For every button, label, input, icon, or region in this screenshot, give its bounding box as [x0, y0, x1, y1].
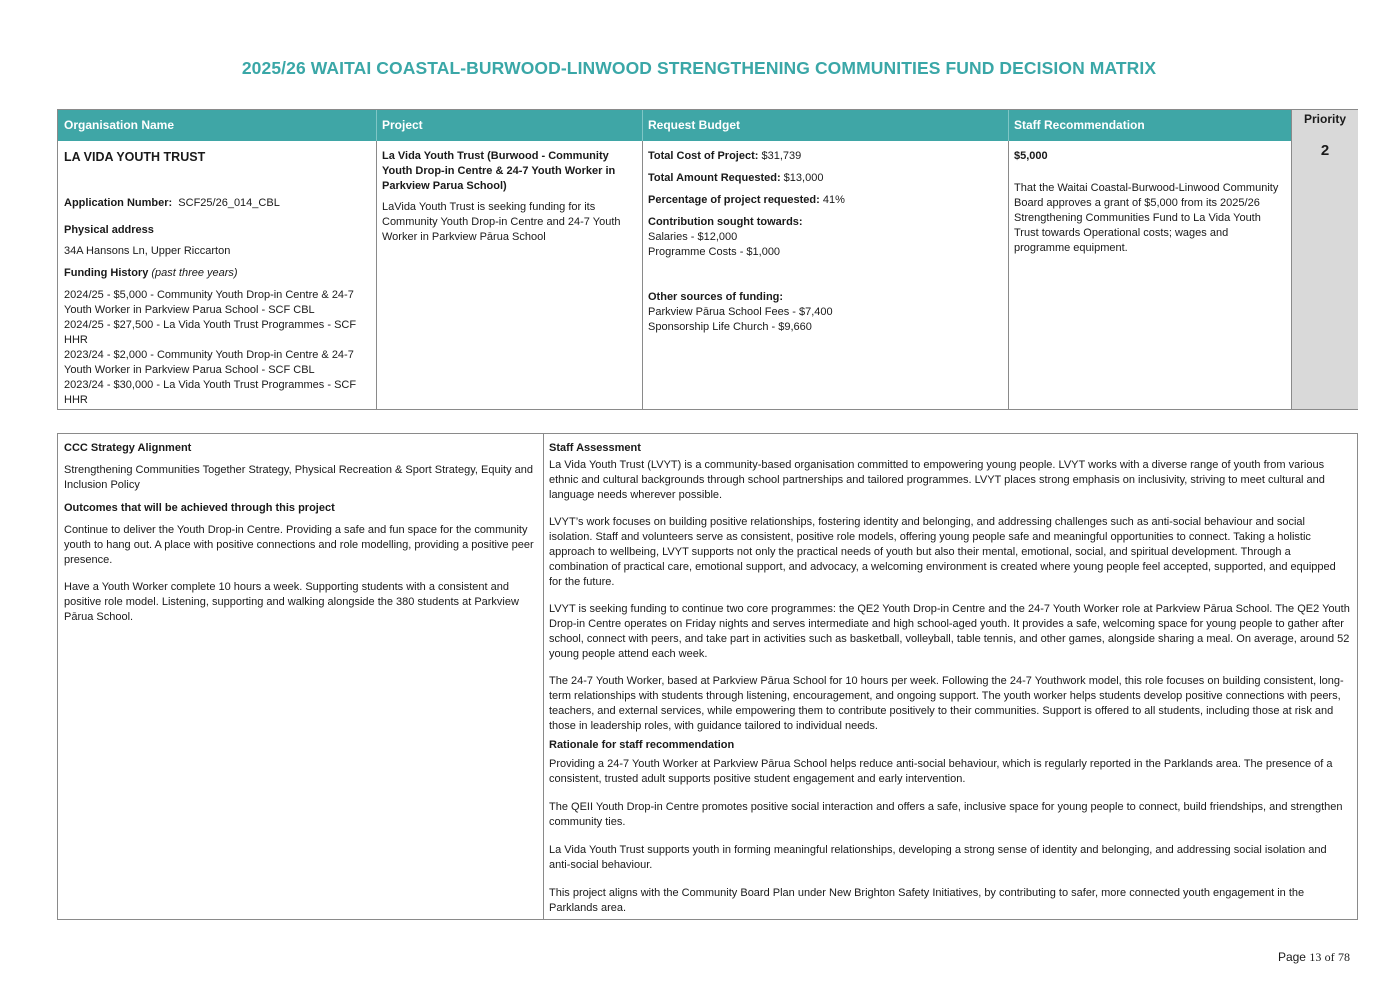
rationale-paragraph: The QEII Youth Drop-in Centre promotes positive social interaction and offers a safe, inclusive space for young people to connect, build friendships, and strengthen community ties.	[549, 801, 1343, 828]
rationale-paragraph: This project aligns with the Community Board Plan under New Brighton Safety Initiatives, by contributing to safer, more connected youth engagement in the Parklands area.	[549, 887, 1305, 914]
project-title: La Vida Youth Trust (Burwood - Community Youth Drop-in Centre & 24-7 Youth Worker in Parkview Parua School)	[382, 150, 616, 192]
decision-table	[57, 109, 1358, 410]
outcome-paragraph: Have a Youth Worker complete 10 hours a week. Supporting students with a consistent and positive role model. Listening, supporting and walking alongside the 380 students at Parkview Pārua School.	[64, 581, 519, 623]
strategy-cell	[58, 434, 544, 919]
assessment-paragraph: LVYT is seeking funding to continue two core programmes: the QE2 Youth Drop-in Centre and the 24-7 Youth Worker role at Parkview Pārua School. The QE2 Youth Drop-in Centre operates on Friday nights and serves intermediate and high school-aged youth. It provides a safe, welcoming space for young people to gather after school, connect with peers, and take part in activities such as basketball, volleyball, table tennis, and other games, alongside sharing a meal. On average, around 52 young people attend each week.	[549, 603, 1350, 660]
funding-history-item: 2023/24 - $30,000 - La Vida Youth Trust Programmes - SCF HHR	[64, 379, 357, 406]
document-title: 2025/26 WAITAI COASTAL-BURWOOD-LINWOOD STRENGTHENING COMMUNITIES FUND DECISION MATRIX	[241, 58, 1157, 78]
header-staff-recommendation: Staff Recommendation	[1008, 110, 1291, 141]
assessment-paragraph: The 24-7 Youth Worker, based at Parkview Pārua School for 10 hours per week. Following the 24-7 Youthwork model, this role focuses on building consistent, long-term relationships with students through listening, encouragement, and ongoing support. The youth worker helps students develop positive connections with peers, teachers, and external services, while empowering them to contribute positively to their communities. Support is offered to all students, including those at risk and those in leadership roles, with guidance tailored to individual needs.	[549, 675, 1344, 732]
page-total: 78	[1338, 950, 1350, 964]
strategy-text: Strengthening Communities Together Strategy, Physical Recreation & Sport Strategy, Equity and Inclusion Policy	[64, 464, 533, 491]
assessment-table	[57, 433, 1358, 920]
percentage-label: Percentage of project requested:	[648, 194, 820, 206]
strategy-label: CCC Strategy Alignment	[64, 442, 192, 454]
recommendation-text: That the Waitai Coastal-Burwood-Linwood Community Board approves a grant of $5,000 from its 2025/26 Strengthening Communities Fund to La Vida Youth Trust towards Operational costs; wages and programme equipment.	[1014, 182, 1279, 254]
page-current: 13	[1309, 950, 1322, 964]
header-priority: Priority	[1303, 112, 1346, 126]
organisation-name: LA VIDA YOUTH TRUST	[64, 150, 206, 164]
amount-requested: $13,000	[783, 172, 824, 184]
recommended-amount: $5,000	[1014, 150, 1048, 162]
priority-value: 2	[1320, 142, 1330, 159]
assessment-paragraph: La Vida Youth Trust (LVYT) is a community-based organisation committed to empowering young people. LVYT works with a diverse range of youth from various ethnic and cultural backgrounds through school partnerships and tailored programmes. LVYT places strong emphasis on inclusivity, striving to meet cultural and language needs wherever possible.	[549, 459, 1325, 501]
application-number: SCF25/26_014_CBL	[178, 197, 280, 209]
address: 34A Hansons Ln, Upper Riccarton	[64, 245, 231, 257]
page-of: of	[1324, 950, 1335, 964]
funding-history-note: (past three years)	[151, 267, 238, 279]
contribution-item: Salaries - $12,000	[648, 231, 738, 243]
header-budget: Request Budget	[642, 110, 1008, 141]
header-project: Project	[376, 110, 642, 141]
project-cell	[376, 141, 643, 409]
funding-history-item: 2024/25 - $5,000 - Community Youth Drop-in Centre & 24-7 Youth Worker in Parkview Parua School - SCF CBL	[64, 289, 354, 316]
percentage-requested: 41%	[822, 194, 845, 206]
budget-cell	[642, 141, 1009, 409]
contribution-item: Programme Costs - $1,000	[648, 246, 781, 258]
staff-assessment-label: Staff Assessment	[549, 442, 641, 454]
total-cost-label: Total Cost of Project:	[648, 150, 759, 162]
funding-history-list	[64, 288, 370, 408]
page-number	[1278, 950, 1350, 965]
funding-history-item: 2024/25 - $27,500 - La Vida Youth Trust Programmes - SCF HHR	[64, 319, 357, 346]
outcomes-label: Outcomes that will be achieved through this project	[64, 502, 335, 514]
assessment-paragraph: LVYT’s work focuses on building positive relationships, fostering identity and belonging, and addressing challenges such as anti-social behaviour and social isolation. Staff and volunteers serve as consistent, positive role models, offering young people safe and meaningful opportunities to connect. Taking a holistic approach to wellbeing, LVYT supports not only the practical needs of youth but also their mental, emotional, social, and spiritual development. Through a combination of practical care, emotional support, and advocacy, a welcoming environment is created where young people feel accepted, supported, and equipped for the future.	[549, 516, 1336, 588]
total-cost: $31,739	[761, 150, 802, 162]
staff-assessment-cell	[544, 434, 1357, 919]
application-number-label: Application Number:	[64, 197, 173, 209]
rationale-label: Rationale for staff recommendation	[549, 739, 735, 751]
priority-cell	[1291, 110, 1358, 409]
project-description: LaVida Youth Trust is seeking funding for its Community Youth Drop-in Centre and 24-7 Youth Worker in Parkview Pārua School	[382, 201, 621, 243]
organisation-cell	[58, 141, 377, 409]
rationale-paragraph: La Vida Youth Trust supports youth in forming meaningful relationships, developing a strong sense of identity and belonging, and addressing social isolation and anti-social behaviour.	[549, 844, 1327, 871]
outcome-paragraph: Continue to deliver the Youth Drop-in Centre. Providing a safe and fun space for the community youth to hang out. A place with positive connections and role modelling, providing a positive peer presence.	[64, 524, 534, 566]
address-label: Physical address	[64, 224, 154, 236]
contribution-label: Contribution sought towards:	[648, 216, 803, 228]
funding-history-label: Funding History	[64, 267, 149, 279]
amount-requested-label: Total Amount Requested:	[648, 172, 781, 184]
funding-history-item: 2023/24 - $2,000 - Community Youth Drop-in Centre & 24-7 Youth Worker in Parkview Parua School - SCF CBL	[64, 349, 354, 376]
page-word: Page	[1277, 950, 1306, 964]
other-funding-item: Sponsorship Life Church - $9,660	[648, 321, 812, 333]
header-organisation: Organisation Name	[58, 110, 376, 141]
other-funding-label: Other sources of funding:	[648, 291, 784, 303]
staff-recommendation-cell	[1008, 141, 1292, 409]
rationale-paragraph: Providing a 24-7 Youth Worker at Parkview Pārua School helps reduce anti-social behaviour, which is regularly reported in the Parklands area. The presence of a consistent, trusted adult supports positive student engagement and early intervention.	[549, 758, 1333, 785]
other-funding-item: Parkview Pārua School Fees - $7,400	[648, 306, 833, 318]
